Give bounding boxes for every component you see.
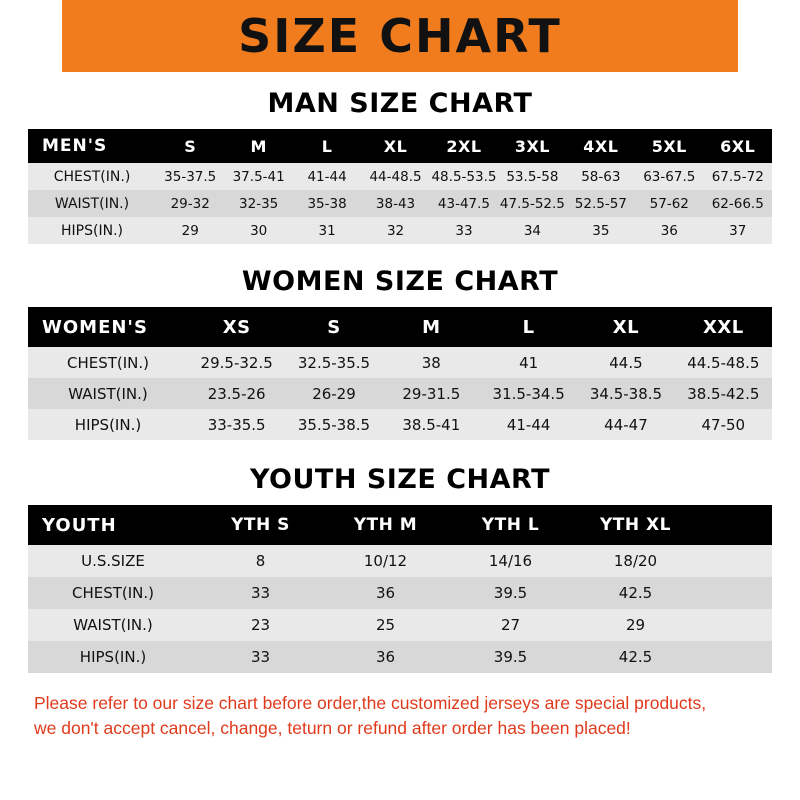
table-row	[28, 545, 772, 577]
women-cell-0-2: 38	[421, 353, 441, 372]
youth-size-table	[28, 505, 772, 673]
man-cell-0-5: 53.5-58	[506, 168, 559, 185]
youth-row-0-label: U.S.SIZE	[81, 552, 145, 570]
man-col-4: 2XL	[446, 136, 482, 156]
youth-cell-1-1: 36	[375, 584, 396, 602]
header-right-band	[738, 0, 800, 72]
women-row-1-label: WAIST(IN.)	[68, 384, 148, 403]
page-header	[0, 0, 800, 72]
women-cell-1-0: 23.5-26	[207, 384, 266, 403]
man-cell-1-4: 43-47.5	[437, 195, 491, 212]
women-cell-0-0: 29.5-32.5	[200, 353, 273, 372]
women-table-body	[28, 347, 772, 440]
youth-table-header	[28, 505, 772, 545]
man-col-6: 4XL	[583, 136, 619, 156]
women-cell-2-4: 44-47	[604, 415, 648, 434]
man-cell-0-4: 48.5-53.5	[431, 168, 497, 185]
youth-cell-1-0: 33	[250, 584, 271, 602]
table-row	[28, 609, 772, 641]
women-header-label: WOMEN'S	[42, 316, 148, 338]
page-content	[0, 88, 800, 742]
man-col-0: S	[184, 136, 197, 156]
women-cell-0-3: 41	[519, 353, 539, 372]
youth-section-title: YOUTH SIZE CHART	[249, 464, 551, 495]
women-table-header	[28, 307, 772, 347]
table-row	[28, 577, 772, 609]
man-cell-2-2: 31	[318, 222, 336, 239]
table-row	[28, 641, 772, 673]
man-row-0-label: CHEST(IN.)	[53, 168, 131, 185]
youth-col-3: YTH XL	[600, 515, 671, 535]
youth-table-body	[28, 545, 772, 673]
women-col-2: M	[422, 316, 441, 338]
youth-cell-0-3: 18/20	[613, 552, 658, 570]
man-cell-0-7: 63-67.5	[643, 168, 696, 185]
youth-cell-2-spacer	[698, 609, 772, 641]
women-col-0: XS	[222, 316, 251, 338]
man-cell-1-7: 57-62	[649, 195, 689, 212]
man-cell-0-0: 35-37.5	[164, 168, 217, 185]
man-cell-1-3: 38-43	[375, 195, 416, 212]
man-cell-1-0: 29-32	[170, 195, 210, 212]
youth-cell-2-3: 29	[625, 616, 646, 634]
man-cell-2-6: 35	[592, 222, 610, 239]
youth-col-2: YTH L	[481, 515, 540, 535]
man-col-2: L	[321, 136, 333, 156]
man-cell-1-2: 35-38	[307, 195, 347, 212]
man-col-1: M	[250, 136, 267, 156]
man-cell-1-1: 32-35	[239, 195, 279, 212]
man-cell-2-0: 29	[181, 222, 199, 239]
women-cell-2-2: 38.5-41	[402, 415, 461, 434]
table-header-row	[28, 307, 772, 347]
man-size-table	[28, 129, 772, 244]
youth-cell-3-1: 36	[375, 648, 396, 666]
youth-cell-3-spacer	[698, 641, 772, 673]
women-cell-1-1: 26-29	[312, 384, 356, 403]
youth-header-label: YOUTH	[42, 514, 117, 536]
man-cell-2-7: 36	[660, 222, 678, 239]
women-cell-0-5: 44.5-48.5	[687, 353, 760, 372]
man-cell-2-3: 32	[386, 222, 405, 239]
man-cell-2-4: 33	[455, 222, 473, 239]
youth-cell-1-spacer	[698, 577, 772, 609]
youth-col-spacer	[698, 505, 772, 545]
man-table-header	[28, 129, 772, 163]
man-cell-2-5: 34	[523, 222, 541, 239]
man-row-1-label: WAIST(IN.)	[54, 195, 130, 212]
youth-cell-2-0: 23	[250, 616, 271, 634]
women-cell-2-3: 41-44	[506, 415, 551, 434]
women-row-0-label: CHEST(IN.)	[66, 353, 150, 372]
women-section-title: WOMEN SIZE CHART	[241, 266, 559, 297]
youth-row-2-label: WAIST(IN.)	[73, 616, 153, 634]
women-cell-1-4: 34.5-38.5	[589, 384, 663, 403]
note-line-1: Please refer to our size chart before order,the customized jerseys are special products,	[34, 693, 707, 713]
youth-cell-0-2: 14/16	[488, 552, 533, 570]
youth-cell-2-1: 25	[375, 616, 396, 634]
table-header-row	[28, 505, 772, 545]
youth-cell-3-0: 33	[250, 648, 271, 666]
women-cell-0-1: 32.5-35.5	[297, 353, 371, 372]
youth-cell-1-2: 39.5	[493, 584, 528, 602]
youth-row-1-label: CHEST(IN.)	[71, 584, 155, 602]
note-line-2: we don't accept cancel, change, teturn or refund after order has been placed!	[34, 718, 631, 739]
women-col-1: S	[327, 316, 341, 338]
man-cell-0-8: 67.5-72	[711, 168, 764, 185]
man-cell-0-2: 41-44	[307, 168, 347, 185]
women-row-2-label: HIPS(IN.)	[74, 415, 142, 434]
table-row	[28, 217, 772, 244]
header-left-band	[0, 0, 62, 72]
youth-cell-3-3: 42.5	[618, 648, 653, 666]
man-row-2-label: HIPS(IN.)	[61, 222, 123, 239]
man-cell-2-1: 30	[250, 222, 268, 239]
women-cell-2-0: 33-35.5	[207, 415, 266, 434]
man-cell-1-8: 62-66.5	[711, 195, 764, 212]
women-col-4: XL	[612, 316, 640, 338]
table-row	[28, 163, 772, 190]
women-col-5: XXL	[702, 316, 744, 338]
youth-col-0: YTH S	[231, 515, 290, 535]
youth-cell-0-0: 8	[255, 552, 266, 570]
page-title: SIZE CHART	[238, 9, 562, 63]
youth-cell-0-1: 10/12	[363, 552, 408, 570]
youth-cell-2-2: 27	[500, 616, 521, 634]
table-row	[28, 190, 772, 217]
women-cell-2-1: 35.5-38.5	[297, 415, 371, 434]
women-cell-1-5: 38.5-42.5	[687, 384, 760, 403]
women-cell-2-5: 47-50	[701, 415, 746, 434]
youth-cell-3-2: 39.5	[493, 648, 528, 666]
youth-cell-0-spacer	[698, 545, 772, 577]
man-cell-1-6: 52.5-57	[574, 195, 627, 212]
man-table-body	[28, 163, 772, 244]
man-header-label: MEN'S	[42, 136, 108, 156]
youth-cell-1-3: 42.5	[618, 584, 653, 602]
man-cell-1-5: 47.5-52.5	[499, 195, 565, 212]
table-row	[28, 347, 772, 378]
man-col-5: 3XL	[514, 136, 550, 156]
man-cell-0-6: 58-63	[581, 168, 621, 185]
women-size-table	[28, 307, 772, 440]
women-cell-1-2: 29-31.5	[402, 384, 461, 403]
order-policy-note	[34, 691, 766, 742]
table-row	[28, 378, 772, 409]
man-cell-0-1: 37.5-41	[232, 168, 285, 185]
man-cell-0-3: 44-48.5	[369, 168, 422, 185]
man-cell-2-8: 37	[729, 222, 747, 239]
man-section-title: MAN SIZE CHART	[267, 88, 533, 119]
women-cell-0-4: 44.5	[609, 353, 643, 372]
youth-row-3-label: HIPS(IN.)	[79, 648, 147, 666]
man-col-7: 5XL	[651, 136, 687, 156]
youth-col-1: YTH M	[353, 515, 418, 535]
man-col-8: 6XL	[720, 136, 756, 156]
man-col-3: XL	[383, 136, 408, 156]
women-cell-1-3: 31.5-34.5	[492, 384, 565, 403]
women-col-3: L	[522, 316, 535, 338]
table-row	[28, 409, 772, 440]
table-header-row	[28, 129, 772, 163]
